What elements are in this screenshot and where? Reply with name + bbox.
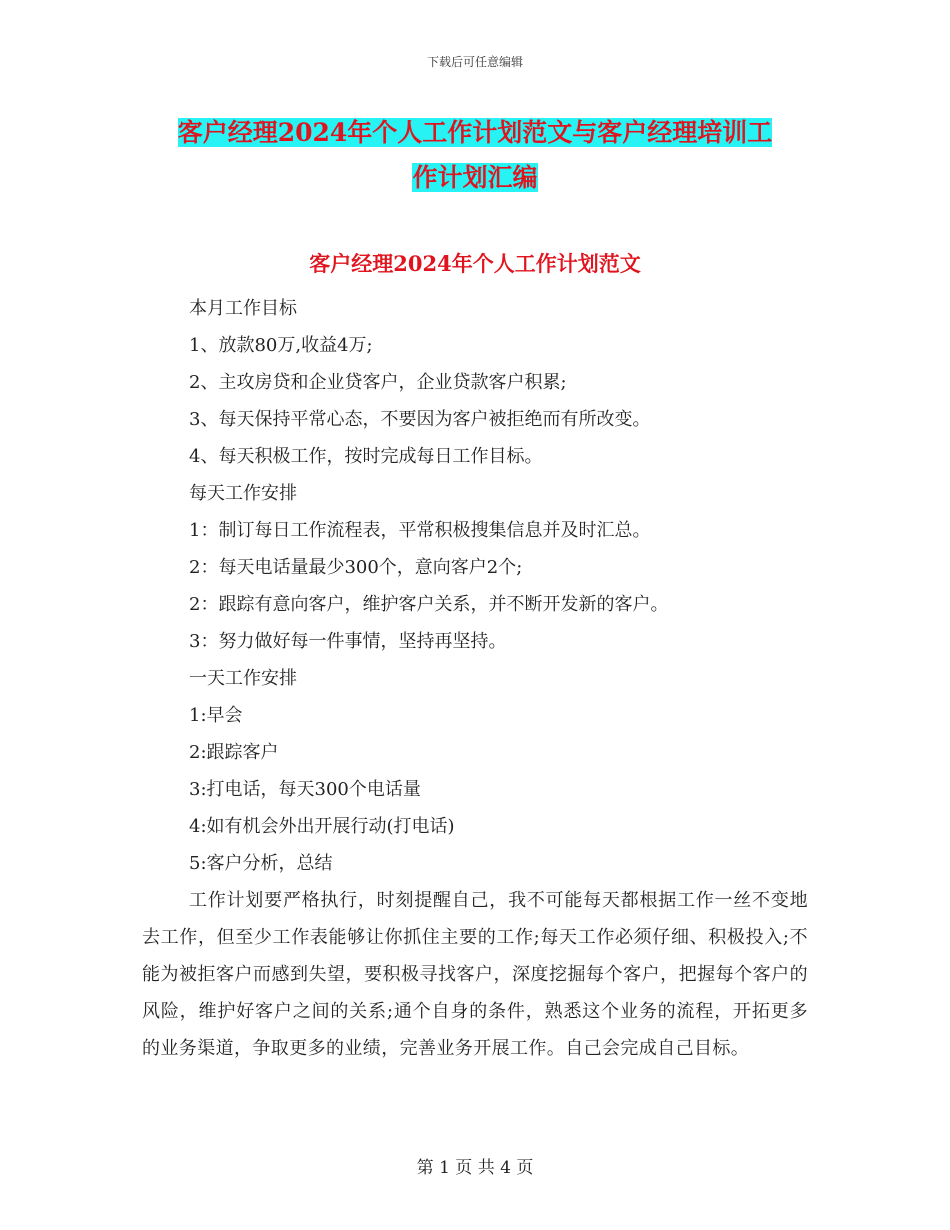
document-title-line-2: 作计划汇编 [412,163,538,192]
heading-one-day-arrangement: 一天工作安排 [189,668,297,689]
list-item: 5:客户分析，总结 [189,853,333,874]
document-body [142,290,808,1067]
list-item: 3:打电话，每天300个电话量 [189,779,421,800]
list-item: 4:如有机会外出开展行动(打电话) [189,816,455,837]
list-item: 3、每天保持平常心态，不要因为客户被拒绝而有所改变。 [189,409,651,430]
list-item: 1、放款80万,收益4万; [189,335,373,356]
document-title [140,110,810,200]
list-item: 2：跟踪有意向客户，维护客户关系，并不断开发新的客户。 [189,594,669,615]
document-title-line-1: 客户经理2024年个人工作计划范文与客户经理培训工 [177,118,773,147]
header-note: 下载后可任意编辑 [426,55,523,69]
heading-monthly-goals: 本月工作目标 [189,298,297,319]
list-item: 2:跟踪客户 [189,742,279,763]
list-item: 2、主攻房贷和企业贷客户，企业贷款客户积累; [189,372,567,393]
list-item: 4、每天积极工作，按时完成每日工作目标。 [189,446,543,467]
list-item: 2：每天电话量最少300个，意向客户2个; [189,557,523,578]
list-item: 3：努力做好每一件事情，坚持再坚持。 [189,631,507,652]
section-title: 客户经理2024年个人工作计划范文 [309,251,641,276]
page-number-footer: 第 1 页 共 4 页 [416,1158,534,1178]
heading-daily-arrangement: 每天工作安排 [189,483,297,504]
list-item: 1:早会 [189,705,243,726]
list-item: 1：制订每日工作流程表，平常积极搜集信息并及时汇总。 [189,520,651,541]
body-paragraph: 工作计划要严格执行，时刻提醒自己，我不可能每天都根据工作一丝不变地去工作，但至少工作表能够让你抓住主要的工作;每天工作必须仔细、积极投入;不能为被拒客户而感到失望，要积极寻找客户，深度挖掘每个客户，把握每个客户的风险，维护好客户之间的关系;通个自身的条件，熟悉这个业务的流程，开拓更多的业务渠道，争取更多的业绩，完善业务开展工作。自己会完成自己目标。 [142,890,808,1059]
